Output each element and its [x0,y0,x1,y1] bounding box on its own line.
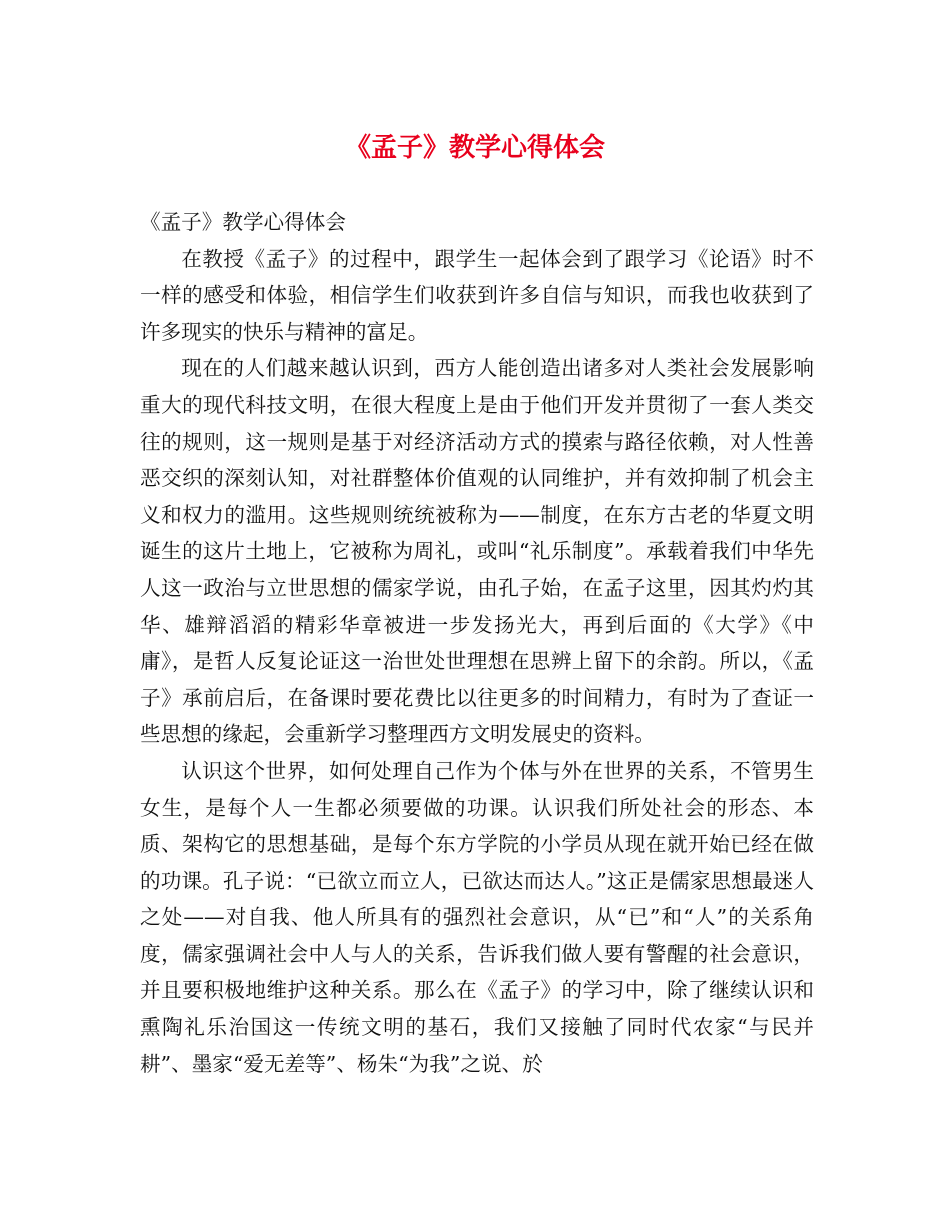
paragraph-1: 在教授《孟子》的过程中，跟学生一起体会到了跟学习《论语》时不一样的感受和体验，相信学生们收获到许多自信与知识，而我也收获到了许多现实的快乐与精神的富足。 [140,246,814,344]
document-subtitle: 《孟子》教学心得体会 [140,210,346,234]
document-title: 《孟子》教学心得体会 [344,133,605,163]
paragraph-3: 认识这个世界，如何处理自己作为个体与外在世界的关系，不管男生女生，是每个人一生都必须要做的功课。认识我们所处社会的形态、本质、架构它的思想基础，是每个东方学院的小学员从现在就开始已经在做的功课。孔子说：“已欲立而立人，已欲达而达人。”这正是儒家思想最迷人之处——对自我、他人所具有的强烈社会意识，从“已”和“人”的关系角度，儒家强调社会中人与人的关系，告诉我们做人要有警醒的社会意识，并且要积极地维护这种关系。那么在《孟子》的学习中，除了继续认识和熏陶礼乐治国这一传统文明的基石，我们又接触了同时代农家“与民并耕”、墨家“爱无差等”、杨朱“为我”之说、於 [140,758,814,1076]
document-body [140,204,814,1082]
paragraph-2: 现在的人们越来越认识到，西方人能创造出诸多对人类社会发展影响重大的现代科技文明，在很大程度上是由于他们开发并贯彻了一套人类交往的规则，这一规则是基于对经济活动方式的摸索与路径依赖，对人性善恶交织的深刻认知，对社群整体价值观的认同维护，并有效抑制了机会主义和权力的滥用。这些规则统统被称为——制度，在东方古老的华夏文明诞生的这片土地上，它被称为周礼，或叫“礼乐制度”。承载着我们中华先人这一政治与立世思想的儒家学说，由孔子始，在孟子这里，因其灼灼其华、雄辩滔滔的精彩华章被进一步发扬光大，再到后面的《大学》《中庸》，是哲人反复论证这一治世处世理想在思辨上留下的余韵。所以，《孟子》承前启后，在备课时要花费比以往更多的时间精力，有时为了查证一些思想的缘起，会重新学习整理西方文明发展史的资料。 [140,356,814,747]
